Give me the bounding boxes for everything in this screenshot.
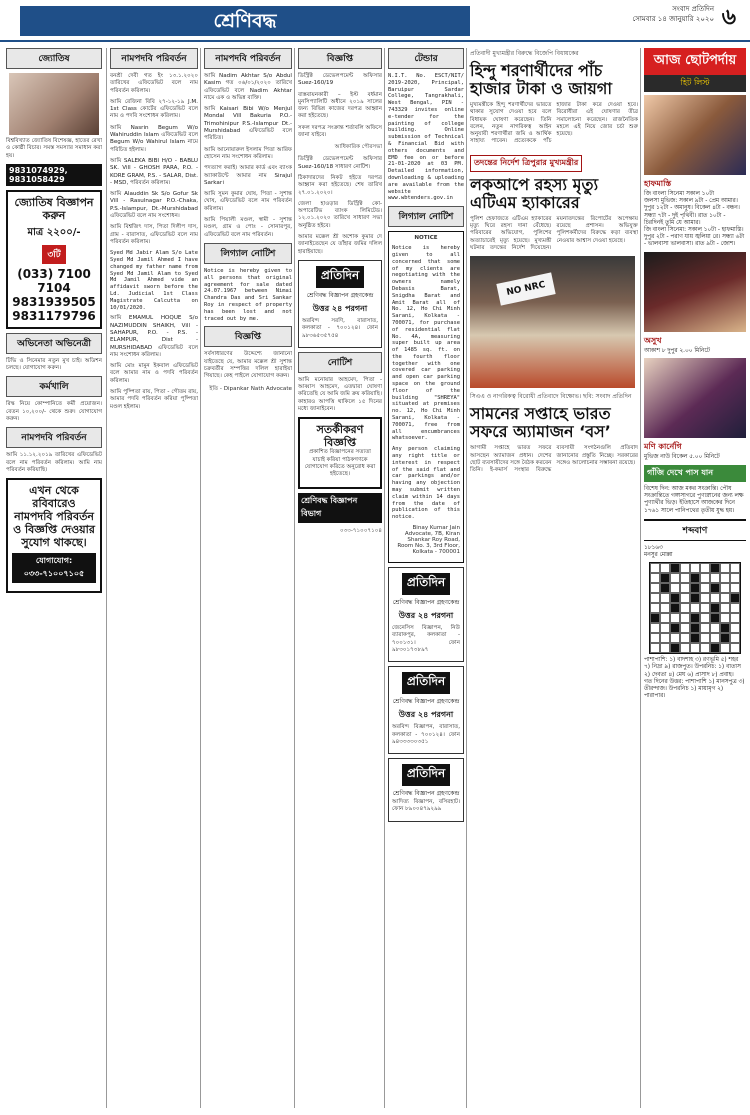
crossword-cell: [670, 623, 680, 633]
crossword-cell: [730, 583, 740, 593]
legal-notice-heading-2: লিগ্যাল নোটিশ: [388, 206, 464, 227]
story1-kicker: প্রতিবাদী মুখ্যমন্ত্রীর বিরুদ্ধে বিজেপি বিধায়কের: [470, 50, 579, 57]
listing: আমি Nadim Akhtar S/o Abdul Kasim গত ০৬/০১/২০২০ তারিখে এফিডেভিট বলে Nadim Akhtar নামে এক ও অভিন্ন ব্যক্তি।: [204, 73, 292, 101]
crossword-cell: [720, 623, 730, 633]
column-notices: [294, 48, 382, 1108]
crossword-cell: [670, 563, 680, 573]
legal-notice-heading: লিগ্যাল নোটিশ: [204, 243, 292, 264]
story2-body: পুলিশ হেফাজতে এটিএম হ্যাকারের মৃত্যু ঘিরে রহস্য দানা বেঁধেছে। পরিবারের অভিযোগ, পুলিশের অত্যাচারেই মৃত্যু হয়েছে। মুখ্যমন্ত্রী ঘটনার তদন্তের নির্দেশ দিয়েছেন। ময়নাতদন্তের রিপোর্টের অপেক্ষায় রয়েছে প্রশাসন। অভিযুক্ত পুলিশকর্মীদের বিরুদ্ধে কড়া ব্যবস্থা নেওয়ার আশ্বাস দেওয়া হয়েছে।: [470, 215, 638, 251]
column-news: [466, 48, 638, 1108]
crossword-cell: [710, 573, 720, 583]
pratidin-sub-3: শ্রেণিবদ্ধ বিজ্ঞাপন গ্রহণকেন্দ্র: [392, 698, 460, 706]
listing: আমি সুমন কুমার ঘোষ, পিতা - সুশান্ত ঘোষ, এফিডেভিট বলে নাম পরিবর্তন করিলাম।: [204, 191, 292, 212]
legal-notice-body: Notice is hereby given to all concerned that some of my clients are negotiating with the owners namely Debasis Barat, Snigdha Barat and Amit Barat all of No. 12, Ho Chi Minh Sarani, Kolkata - 700071, for purchase of residential flat No. 4A, measuring super built up area of 1485 sq. ft. on the fourth floor together with one covered car parking and open car parking space on the ground floor of the building "SHREYA" situated at premises no. 12, Ho Chi Minh Sarani, Kolkata - 700071, free from all encumbrances whatsoever.: [392, 245, 460, 442]
crossword-cell: [690, 623, 700, 633]
listing: আমি বিশ্বজিৎ দাস, পিতা দিলীপ দাস, গ্রাম - বারাসাত, এফিডেভিট বলে নাম পরিবর্তন করিলাম।: [110, 224, 198, 245]
film-poster-1: [644, 95, 746, 175]
story3-headline: সামনের সপ্তাহে ভারত সফরে অ্যামাজন ‘বস’: [470, 404, 611, 442]
crossword-cell: [730, 633, 740, 643]
crossword-cell: [700, 613, 710, 623]
crossword-cell: [680, 593, 690, 603]
notice-signature: ইতি - Dipankar Nath Advocate: [209, 385, 292, 392]
crossword-cell: [720, 573, 730, 583]
listing: আমি মোঃ মামুন ইকবাল এফিডেভিট বলে আমার নাম ও পদবি পরিবর্তন করিলাম।: [110, 363, 198, 384]
crossword-cell: [660, 623, 670, 633]
notice-sign: আধিকারিক পৌরসভা: [334, 144, 382, 151]
publication-name: সংবাদ প্রতিদিন: [672, 5, 714, 13]
crossword-cell: [650, 633, 660, 643]
crossword-grid: [649, 562, 741, 654]
film-time-3: মুভিজ নাউ বিকেল ৫.০০ মিনিটে: [644, 453, 720, 460]
crossword-cell: [650, 603, 660, 613]
pratidin-logo: প্রতিদিন: [316, 266, 364, 288]
job-text: রিস্ক নিয়ে কোম্পানিতে কর্মী প্রয়োজন। বেতন ১০,২০০/- থেকে শুরু। যোগাযোগ করুন।: [6, 401, 102, 423]
footer-phone: ০৩৩-৭১০০৭১০৪: [339, 527, 382, 534]
pratidin-sub-2: শ্রেণিবদ্ধ বিজ্ঞাপন গ্রহণকেন্দ্র: [392, 599, 460, 607]
page-banner: [0, 0, 750, 40]
name-change-heading-3: নামপদবি পরিবর্তন: [204, 48, 292, 69]
notice-heading-2: বিজ্ঞপ্তি: [298, 48, 382, 69]
tv-subheading: হিট লিস্ট: [644, 75, 746, 92]
listing: পদত্যাগ করাই। আমার কার্ড এবং ব্যাংক অ্যাকাউন্টে আমার নাম Sirajul Sarkar।: [204, 165, 292, 186]
crossword-cell: [670, 603, 680, 613]
story2-headline: লকআপে রহস্য মৃত্যু এটিএম হ্যাকারের: [470, 174, 599, 212]
film-poster-3: [644, 358, 746, 438]
crossword-cell: [720, 593, 730, 603]
tv-listing-2: জি বাংলা সিনেমা: সকাল ১০টা - হাফমাস্তি। দুপুর ২টা - পরাণ যায় জ্বলিয়া রে। সন্ধ্যা ৬টা - ভালবাসা ভালবাসা। রাত ৯টা - জোশ।: [644, 227, 745, 248]
crossword-heading: শব্দবাণ: [644, 519, 746, 541]
pratidin-logo-2: প্রতিদিন: [402, 573, 450, 595]
crossword-cell: [720, 633, 730, 643]
crossword-cell: [700, 623, 710, 633]
listing: আমি মনোয়ার আহমেদ, পিতা - আব্বাস আহমেদ, এতদ্বারা ঘোষণা করিতেছি যে আমি জমি ক্রয় করিয়াছি। কাহারও আপত্তি থাকিলে ১৫ দিনের মধ্যে জানাইবেন।: [298, 376, 382, 413]
astrologer-photo: [9, 73, 99, 135]
photo-caption: সিএএ ও নাগরিকত্ব বিরোধী প্রতিবাদে বিক্ষোভ। ছবি: সংবাদ প্রতিদিন: [470, 393, 632, 401]
crossword-cell: [690, 633, 700, 643]
crossword-cell: [660, 573, 670, 583]
job-heading: কর্মখালি: [6, 376, 102, 397]
astro-badge: ৩টি: [42, 245, 65, 264]
film-poster-2: [644, 252, 746, 332]
crossword-cell: [680, 613, 690, 623]
listing: বাস্তবায়নকারী – ইস্ট বর্ধমান মুনসিপ্যালিটি অধীনে ২০১৯ সালের জন্য বিভিন্ন কাজের দরপত্র আহ্বান করা হইতেছে।: [298, 91, 382, 120]
pratidin-text-2: অরবিন্দ বিজ্ঞাপন, বারাসাত, কলকাতা - ৭০০১২৪। ফোন ৯৪৩৩৩৩০৩৫১: [392, 724, 460, 745]
listing: ঠিকাদারদের নিকট হইতে দরপত্র আহ্বান করা হইতেছে। শেষ তারিখ ২৭.০১.২০২০।: [298, 174, 382, 196]
notice-heading-3: নোটিশ: [298, 352, 382, 373]
story2-tag: তদন্তের নির্দেশ ত্রিপুরার মুখ্যমন্ত্রীর: [470, 155, 582, 172]
astro-box-price: মাত্র ২২০০/-: [27, 226, 81, 238]
caution-box: [298, 417, 382, 488]
sunday-ad-box: [6, 478, 102, 593]
placard: NO NRC: [496, 273, 555, 306]
name-change-heading-2: নামপদবি পরিবর্তন: [110, 48, 198, 69]
crossword-cell: [700, 643, 710, 653]
crossword-cell: [700, 583, 710, 593]
crossword-cell: [710, 633, 720, 643]
crossword-cell: [650, 593, 660, 603]
column-name-change-2: [200, 48, 292, 1108]
crossword-cell: [680, 563, 690, 573]
crossword-cell: [660, 563, 670, 573]
notice-heading: বিজ্ঞপ্তি: [204, 326, 292, 347]
listing: আমি Alauddin Sk S/o Gofur Sk Vill - Rasulnagar P.O.-Chaka, P.S.-Islampur, Dt.-Murshidabad এফিডেভিট বলে নাম সংশোধন।: [110, 191, 198, 220]
header-rule: [0, 40, 750, 42]
film-title-3: মণি কার্নেগি: [644, 441, 682, 451]
crossword-cell: [690, 603, 700, 613]
astro-heading: জ্যোতিষ: [6, 48, 102, 69]
listing: বনশ্রী দেবী গত ইং ১৩.১.২০২০ তারিখের এফিডেভিট বলে নাম পরিবর্তন করিলাম।: [110, 73, 198, 94]
crossword-cell: [710, 593, 720, 603]
crossword-cell: [660, 583, 670, 593]
gk-heading: গাঁজি দেখে পাস যান: [644, 465, 746, 482]
crossword-cell: [650, 563, 660, 573]
listing: আমি রেজিনা বিবি ২৭-১২-১৯ J.M. 1st Class কোর্টের এফিডেভিট বলে নাম ও পদবি সংশোধন করিলাম।: [110, 98, 198, 120]
listing: আমি আনোয়ারুল ইসলাম পিতা আরিফ হোসেন নাম সংশোধন করিলাম।: [204, 146, 292, 160]
astro-text: বিশ্ববিখ্যাত জ্যোতিষ বিশেষজ্ঞ, হাতের রেখা ও কোষ্ঠী বিচার। সমস্ত সমস্যার সমাধান করা হয়।: [6, 138, 102, 159]
legal-notice-box: [388, 231, 464, 563]
phone-third: 9831179796: [12, 308, 96, 323]
footer-label: শ্রেণিবদ্ধ বিজ্ঞাপন বিভাগ: [298, 493, 382, 523]
pratidin-logo-3: প্রতিদিন: [402, 672, 450, 694]
crossword-cell: [650, 643, 660, 653]
gk-text: বিশেষ দিন: আজ মকর সংক্রান্তি। পৌষ সংক্রান্তিতে গঙ্গাসাগরে পুণ্যস্নানের জন্য লক্ষ পুণ্যার্থীর ভিড়। ইতিহাসে আজকের দিনে ১৭৬১ সালে পানিপথের তৃতীয় যুদ্ধ হয়।: [644, 486, 744, 514]
crossword-cell: [730, 563, 740, 573]
crossword-cell: [660, 613, 670, 623]
legal-notice-title: NOTICE: [414, 235, 438, 242]
crossword-cell: [710, 613, 720, 623]
crossword-cell: [720, 563, 730, 573]
crossword-cell: [670, 633, 680, 643]
astro-ad-box: [6, 190, 102, 329]
crossword-cell: [730, 593, 740, 603]
crossword-cell: [700, 603, 710, 613]
crossword-cell: [700, 633, 710, 643]
tv-heading: আজ ছোটপর্দায়: [644, 48, 746, 75]
pratidin-sub-4: শ্রেণিবদ্ধ বিজ্ঞাপন গ্রহণকেন্দ্র: [392, 790, 460, 798]
page-number: ৬: [721, 5, 736, 30]
crossword-cell: [680, 623, 690, 633]
name-change-heading: নামপদবি পরিবর্তন: [6, 427, 102, 448]
pratidin-ad-box-3: [388, 666, 464, 754]
actor-text: টিভি ও সিনেমার নতুন মুখ চাই। অডিশন চলছে। যোগাযোগ করুন।: [6, 357, 102, 372]
column-name-change-1: [106, 48, 198, 1108]
legal-notice-body-2: Any person claiming any right title or interest in respect of the said flat and car parkings and/or having any objection may submit written claim within 14 days from the date of publication of this notice.: [392, 446, 460, 521]
story1-headline: হিন্দু শরণার্থীদের পাঁচ হাজার টাকা ও জায়গা: [470, 61, 612, 98]
crossword-cell: [680, 603, 690, 613]
listing: ডিস্ট্রিক্ট ডেভেলপমেন্ট অফিসার Suez-160/18 সাধারণ নোটিশ।: [298, 156, 382, 170]
section-title: শ্রেণিবদ্ধ: [213, 10, 277, 32]
crossword-cell: [690, 613, 700, 623]
astro-box-title: জ্যোতিষ বিজ্ঞাপন করুন: [14, 195, 94, 222]
listing: আমি Kaisari Bibi W/o Menjul Mondal Vill Bakuria P.O.-Trimohinipur P.S.-Islampur Dt.-Murshidabad এফিডেভিট বলে পরিচিত।: [204, 106, 292, 142]
sunday-ad-phone: যোগাযোগ: ০৩৩-৭১০০৭১০৫: [12, 553, 96, 583]
sunday-ad-title: এখন থেকে রবিবারেও নামপদবি পরিবর্তন ও বিজ্ঞপ্তি দেওয়ার সুযোগ থাকছে।: [13, 484, 95, 550]
crossword-cell: [680, 643, 690, 653]
crossword-cell: [690, 593, 700, 603]
pratidin-ad-box: [298, 260, 382, 348]
crossword-cell: [690, 573, 700, 583]
pratidin-logo-4: প্রতিদিন: [402, 764, 450, 786]
phone-second: 9831939505: [12, 294, 96, 309]
crossword-cell: [710, 643, 720, 653]
crossword-cell: [730, 623, 740, 633]
story3-body: আগামী সপ্তাহে ভারত সফরে আসছেন অ্যামাজন প্রধান। দেশের ছোট ব্যবসায়ীদের সঙ্গে বৈঠক করবেন তিনি। ই-কমার্স সংস্থার বিরুদ্ধে ব্যবসায়ী সংগঠনগুলি প্রতিবাদ জানানোর প্রস্তুতি নিচ্ছে। সরকারের সঙ্গেও আলোচনার সম্ভাবনা রয়েছে।: [470, 445, 638, 474]
legal-notice-sign: Binay Kumar Jain Advocate, 7B, Kiran Shankar Roy Road, Room No. 3, 3rd Floor, Kolkata - 700001: [397, 525, 460, 556]
crossword-cell: [730, 573, 740, 583]
crossword-cell: [670, 613, 680, 623]
crossword-cell: [710, 603, 720, 613]
listing: জেলা হাওড়ার ডিস্ট্রিক্ট কো-অপারেটিভ ব্যাংক লিমিটেড। ১২.০১.২০২০ তারিখে সাধারণ সভা অনুষ্ঠিত হইবে।: [298, 200, 382, 229]
crossword-cell: [670, 573, 680, 583]
listing: আমি EMAMUL HOQUE S/o NAZIMUDDIN SHAIKH, Vill - SAHAPUR, P.O. - P.S. - ELAMPUR, Dist - MURSHIDABAD এফিডেভিট বলে নাম সংশোধন করিলাম।: [110, 315, 198, 358]
crossword-cell: [660, 603, 670, 613]
pratidin-ad-box-4: [388, 758, 464, 822]
listing: সকল দরপত্র সংক্রান্ত শর্তাবলি অফিসে জানা যাইবে।: [298, 124, 382, 139]
crossword-cell: [700, 573, 710, 583]
film-title-2: অসুখ: [644, 335, 662, 345]
listing: ডিস্ট্রিক্ট ডেভেলপমেন্ট অফিসার Suez-160/19: [298, 73, 382, 87]
tender-heading: টেন্ডার: [388, 48, 464, 69]
crossword-cell: [690, 643, 700, 653]
crossword-cell: [670, 643, 680, 653]
column-tender-legal: [384, 48, 464, 1108]
crossword-cell: [730, 613, 740, 623]
crossword-cell: [690, 563, 700, 573]
crossword-cell: [680, 573, 690, 583]
pratidin-area: উত্তর ২৪ পরগনা: [312, 303, 368, 313]
notice-text: সর্বসাধারণের উদ্দেশ্যে জানানো যাইতেছে যে, আমার মক্কেল শ্রী সুশান্ত চক্রবর্তীর সম্পত্তির দলিল হারাইয়া গিয়াছে। কেহ পাইলে যোগাযোগ করুন।: [204, 351, 292, 380]
tv-listing: জলসা মুভিজ: সকাল ৯টা - প্রেম আমার। দুপুর ১২টা - অমানুষ। বিকেল ৪টা - বন্ধন। সন্ধ্যা ৭টা - দুই পৃথিবী। রাত ১০টা - চিরদিনই তুমি যে আমার।: [644, 198, 740, 226]
listing: আমি SALEKA BIBI H/O - BABLU SK. Vill - GHOSH PARA, P.O. - KORE GRAM, P.S. - SALAR, Dist. - MSD, পরিবর্তন করিলাম।: [110, 157, 198, 186]
listing: আমি পিয়ালী মণ্ডল, স্বামী - সুশান্ত মণ্ডল, গ্রাম ও পোঃ - সোনারপুর, এফিডেভিট বলে নাম পরিবর্তন।: [204, 217, 292, 238]
publication-info: [632, 4, 714, 24]
listing: আমার মক্কেল শ্রী অশোক কুমার দে জানাইতেছেন যে তাঁহার জমির দলিল হারাইয়াছে।: [298, 234, 382, 255]
crossword-cell: [660, 643, 670, 653]
crossword-clues: পাশাপাশি: ১) বাদশাহ ৩) রণভূমি ৫) শহর ৭) নিদ্রা ৯) রাজপুত। উপরনিচ: ১) বাতাস ২) দেবতা ৪) মেঘ ৬) প্রাসাদ ৮) প্রবাহ।: [644, 657, 741, 678]
crossword-cell: [730, 603, 740, 613]
caution-title: সতর্কীকরণ বিজ্ঞপ্তি: [316, 423, 364, 450]
column-astrology: [6, 48, 102, 1108]
crossword-cell: [720, 613, 730, 623]
crossword-cell: [710, 623, 720, 633]
crossword-answers: গত দিনের উত্তর: পাশাপাশি ১) মানসপুত্র ৩) তীরন্দাজ। উপরনিচ ১) মায়ামৃগ ২) পারাপার।: [644, 678, 745, 700]
crossword-cell: [650, 613, 660, 623]
crossword-cell: [650, 573, 660, 583]
actor-heading: অভিনেতা অভিনেত্রী: [6, 333, 102, 354]
crossword-cell: [700, 563, 710, 573]
crossword-cell: [650, 623, 660, 633]
crossword-cell: [720, 583, 730, 593]
crossword-cell: [660, 633, 670, 643]
pratidin-ad-box-2: [388, 567, 464, 662]
film-title-1: হাফমাস্তি: [644, 179, 672, 188]
pratidin-sub: শ্রেণিবদ্ধ বিজ্ঞাপন গ্রহণকেন্দ্র: [306, 291, 374, 299]
crossword-cell: [710, 563, 720, 573]
listing: আমি Nasrin Begum W/o Wahiruddin Islam এফিডেভিট বলে Begum W/o Wahirul Islam নামে পরিচিত হইলাম।: [110, 124, 198, 153]
crossword-cell: [670, 583, 680, 593]
crossword-number: ১৮১৬৩: [644, 544, 663, 551]
crossword-cell: [660, 593, 670, 603]
crossword-cell: [730, 643, 740, 653]
film-time-1: জি বাংলা সিনেমা সকাল ১০টা: [644, 191, 715, 197]
crossword-cell: [670, 593, 680, 603]
caution-text: প্রকাশিত বিজ্ঞাপনের সত্যতা যাচাই করিয়া পাঠকগণকে যোগাযোগ করিতে অনুরোধ করা হইতেছে।: [304, 449, 376, 478]
legal-notice-text: Notice is hereby given to all persons that original agreement for sale dated 24.07.1967 between Nimai Chandra Das and Sri Sankar Roy in respect of property has been lost and not traced out by me.: [204, 267, 292, 322]
story1-body: মুখ্যমন্ত্রীকে হিন্দু শরণার্থীদের ভারতে থাকার সুযোগ দেওয়া হবে বলে বিধায়ক ঘোষণা করেছেন। তিনি বলেন, নতুন নাগরিকত্ব আইন অনুযায়ী শরণার্থীরা জমি ও আর্থিক সাহায্য পাবেন। প্রত্যেককে পাঁচ হাজার টাকা করে দেওয়া হবে। বিরোধীরা এই ঘোষণার তীব্র সমালোচনা করেছেন। রাজনৈতিক মহলে এই নিয়ে জোর চর্চা শুরু হয়েছে।: [470, 102, 638, 145]
crossword-cell: [720, 603, 730, 613]
film-time-2: আকাশ ৮ দুপুর ২.০০ মিনিটে: [644, 347, 710, 354]
pratidin-area-2: উত্তর ২৪ পরগনা: [398, 611, 454, 621]
crossword-cell: [710, 583, 720, 593]
pratidin-text-3: আদিত্য বিজ্ঞাপন, বসিরহাট। ফোন ৮৯০০৪৭৯২৯৯: [392, 799, 460, 813]
pratidin-text: অরবিন্দ সরণি, বারাসাত, কলকাতা - ৭০০১২৪। ফোন ৯৮৩৬৫৩৫৭৫৪: [302, 317, 378, 339]
pratidin-text-1: জেনেসিস বিজ্ঞাপন, নিউ ব্যারাকপুর, কলকাতা - ৭০০১৩১। ফোন ৯৮৩০১৭৩৮৯৭: [392, 625, 460, 653]
protest-photo: [470, 256, 635, 388]
astro-phone: 9831074929, 9831058429: [6, 164, 102, 186]
listing: Syed Md Jabir Alam S/o Late Syed Md Jamil Ahmed I have changed my father name from Syed Md Jamil Alam to Syed Md Jamil Ahmed vide an affidavit sworn before the Ld. Judicial 1st Class Magistrate Calcutta on 10/01/2020.: [110, 250, 198, 311]
listing: আমি পুষ্পিতা রায়, পিতা - গৌতম রায়, আমার পদবি পরিবর্তন করিয়া পুষ্পিতা মণ্ডল হইলাম।: [110, 389, 198, 410]
name-change-text: আমি ১১.১২.২০১৯ তারিখের এফিডেভিট বলে নাম পরিবর্তন করিলাম। আমি নাম পরিবর্তন করিয়াছি।: [6, 452, 102, 473]
crossword-cell: [700, 593, 710, 603]
crossword-cell: [720, 643, 730, 653]
pratidin-area-3: উত্তর ২৪ পরগনা: [398, 710, 454, 720]
crossword-cell: [680, 633, 690, 643]
tender-text: N.I.T. No. ESCT/NIT/ 2019-2020, Principal, Baruipur Sardar College, Tangrakhali, West Bengal, PIN - 743329 invites online e-tender for the painting of college building. Online submission of Technical & Financial Bid with others documents and EMD fee on or before 21-01-2020 at 03 PM. Detailed information, downloading & uploading are available from the website www.wbtenders.gov.in: [388, 73, 464, 202]
crossword-cell: [650, 583, 660, 593]
phone-main: (033) 7100 7104: [17, 266, 91, 295]
column-entertainment: [640, 48, 746, 1108]
crossword-credit: মনসুর মোল্লা: [644, 552, 673, 559]
section-band: [20, 6, 470, 36]
publication-date: সোমবার ১৪ জানুয়ারি ২০২০: [632, 15, 714, 23]
crossword-cell: [690, 583, 700, 593]
crossword-cell: [680, 583, 690, 593]
